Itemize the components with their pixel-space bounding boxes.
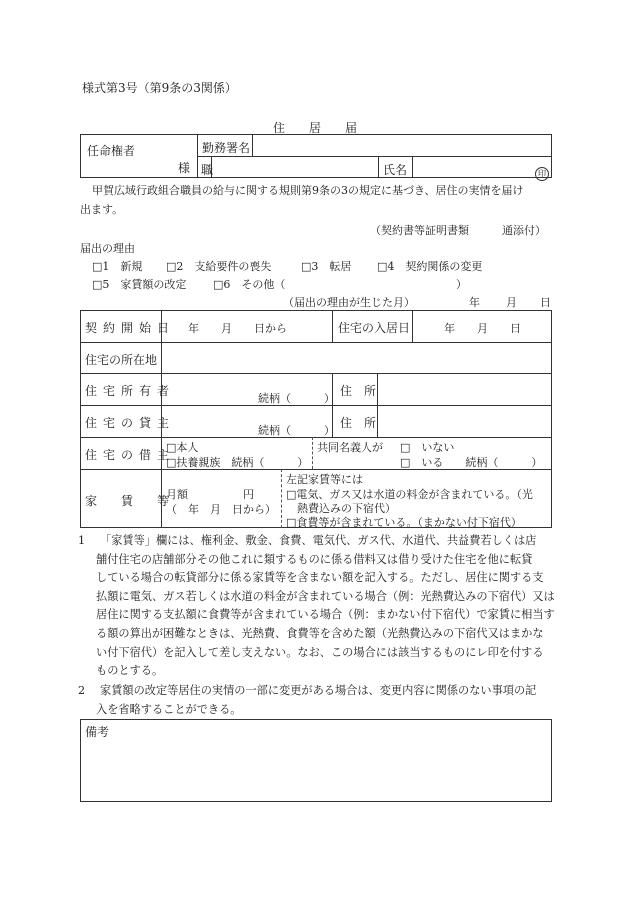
- rent-meals-checkbox[interactable]: □食費等が含まれている。（まかない付下宿代）: [286, 516, 522, 529]
- note-1-line: 「家賃等」欄には、権利金、敷金、食費、電気代、ガス代、水道代、共益費若しくは店: [100, 534, 537, 547]
- occurred-month: 月: [506, 296, 517, 309]
- move-in-value[interactable]: 年 月 日: [444, 322, 521, 335]
- rent-monthly[interactable]: 月額 円: [166, 488, 254, 501]
- tenant-dependent-checkbox[interactable]: □扶養親族 続柄（ ）: [166, 456, 309, 469]
- owner-relation[interactable]: 続柄（ ）: [258, 392, 335, 405]
- intro-text-line1: 甲賀広域行政組合職員の給与に関する規則第9条の3の規定に基づき、居住の実情を届け: [92, 184, 524, 197]
- note-1-line: 舗付住宅の店舗部分その他これに類するものに係る借料又は借り受けた住宅を他に転貸: [96, 552, 533, 566]
- location-label: 住宅の所在地: [85, 353, 158, 367]
- remarks-label: 備考: [85, 725, 110, 739]
- workplace-field[interactable]: [253, 135, 551, 155]
- rent-utilities-checkbox[interactable]: □電気、ガス又は水道の料金が含まれている。（光: [286, 488, 533, 501]
- reason-other[interactable]: □6 その他（: [213, 278, 286, 291]
- appointing-authority-label: 任命権者: [87, 144, 136, 158]
- contract-start-label: 契約開始日: [85, 321, 176, 335]
- honorific: 様: [178, 161, 191, 175]
- position-label: 職: [201, 163, 214, 177]
- remarks-box[interactable]: [80, 719, 552, 802]
- name-field[interactable]: [413, 157, 533, 177]
- position-field[interactable]: [212, 157, 377, 177]
- rent-included-heading: 左記家賃等には: [286, 473, 363, 486]
- page-title: 住 居 届: [273, 121, 358, 135]
- occurred-year: 年: [469, 296, 480, 309]
- move-in-label: 住宅の入居日: [338, 321, 411, 335]
- note-1-line: い付下宿代）を記入して差し支えない。なお、この場合には該当するものにレ印を付する: [96, 645, 544, 659]
- lessor-address-field[interactable]: [378, 406, 551, 436]
- seal-mark: [535, 161, 549, 181]
- co-name-exists-checkbox[interactable]: □ いる 続柄（ ）: [400, 456, 543, 469]
- seal-icon: 印: [535, 167, 549, 181]
- intro-text-line2: 出ます。: [80, 203, 124, 216]
- co-name-none-checkbox[interactable]: □ いない: [400, 441, 455, 454]
- form-number: 様式第3号（第9条の3関係）: [82, 81, 237, 95]
- reason-new[interactable]: □1 新規: [92, 260, 143, 273]
- attachment-note: （契約書等証明書類 通添付）: [370, 224, 546, 237]
- note-2-line: 家賃額の改定等居住の実情の一部に変更がある場合は、変更内容に関係のない事項の記: [100, 684, 537, 697]
- owner-address-field[interactable]: [378, 374, 551, 404]
- note-1-line: る額の算出が困難なときは、光熱費、食費等を含めた額（光熱費込みの下宿代又はまかな: [96, 626, 544, 640]
- note-1-number: 1: [78, 534, 86, 547]
- rent-utilities-line2: 熱費込みの下宿代）: [297, 502, 396, 515]
- workplace-label: 勤務署名: [202, 141, 251, 155]
- lessor-label: 住宅の貸主: [85, 416, 176, 430]
- reason-other-close: ）: [456, 278, 467, 291]
- owner-label: 住宅所有者: [85, 384, 176, 398]
- note-2-number: 2: [78, 684, 86, 697]
- tenant-label: 住宅の借主: [85, 448, 176, 462]
- note-1-line: ものとする。: [96, 664, 164, 678]
- tenant-self-checkbox[interactable]: □本人: [166, 441, 199, 454]
- note-2: [78, 682, 557, 719]
- note-1-line: 払額に電気、ガス若しくは水道の料金が含まれている場合（例：光熱費込みの下宿代）又は: [96, 589, 555, 603]
- reason-heading: 届出の理由: [80, 242, 135, 255]
- occurred-month-label: （届出の理由が生じた月）: [283, 296, 415, 309]
- reason-contract-change[interactable]: □4 契約関係の変更: [377, 260, 483, 273]
- rent-since[interactable]: （ 年 月 日から）: [166, 503, 276, 516]
- owner-address-label: 住 所: [340, 384, 377, 398]
- lessor-relation[interactable]: 続柄（ ）: [258, 424, 335, 437]
- note-1-line: 居住に関する支払額に食費等が含まれている場合（例：まかない付下宿代）で家賃に相当す: [96, 608, 555, 622]
- note-1: [78, 532, 557, 681]
- name-label: 氏名: [383, 163, 408, 177]
- reason-loss[interactable]: □2 支給要件の喪失: [166, 260, 272, 273]
- reason-move[interactable]: □3 転居: [301, 260, 352, 273]
- contract-start-value[interactable]: 年 月 日から: [188, 322, 287, 335]
- co-name-label: 共同名義人が: [317, 441, 383, 454]
- rent-label: 家 賃 等: [85, 494, 176, 508]
- note-2-line: 入を省略することができる。: [96, 702, 242, 716]
- note-1-line: している場合の転貸部分に係る家賃等を含まない額を記入する。ただし、居住に関する支: [96, 571, 544, 585]
- lessor-address-label: 住 所: [340, 416, 377, 430]
- reason-rent-revision[interactable]: □5 家賃額の改定: [92, 278, 187, 291]
- location-field[interactable]: [162, 343, 551, 373]
- occurred-day: 日: [540, 296, 551, 309]
